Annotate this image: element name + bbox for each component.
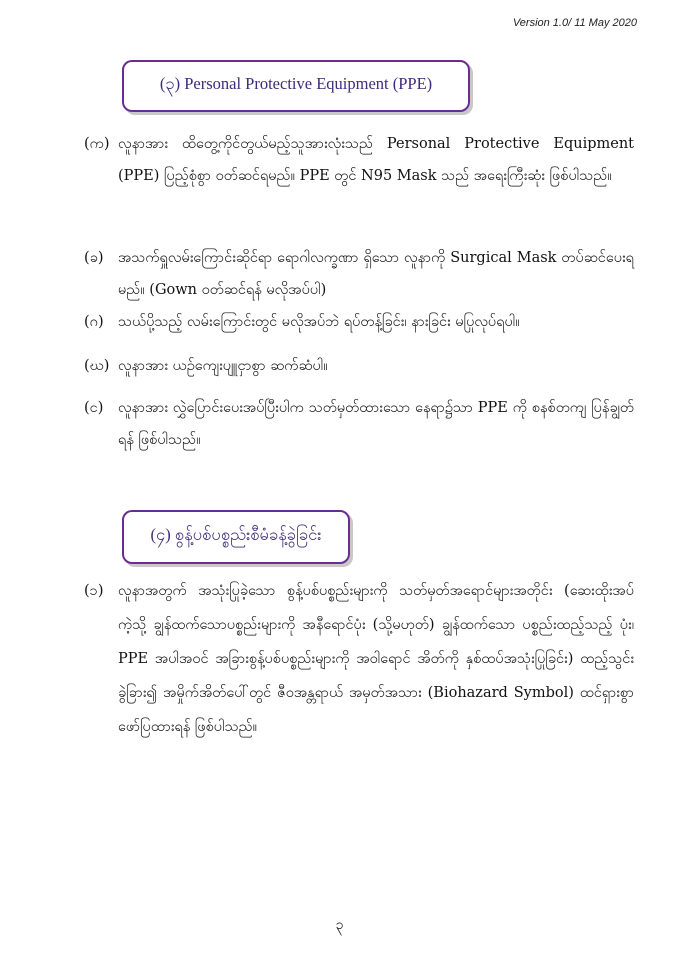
item-text: သယ်ပို့သည့် လမ်းကြောင်းတွင် မလိုအပ်ဘဲ ရပ်တန့်ခြင်း၊ နားခြင်း မပြုလုပ်ရပါ။	[118, 314, 520, 330]
item-text: လူနာအား ယဉ်ကျေးပျူငှာစွာ ဆက်ဆံပါ။	[118, 358, 328, 374]
list-item	[84, 128, 634, 192]
list-item	[84, 392, 634, 456]
list-item	[84, 306, 634, 338]
item-number: (ဃ)	[84, 358, 110, 374]
item-text: လူနာအတွက် အသုံးပြုခဲ့သော စွန့်ပစ်ပစ္စည်းများကို သတ်မှတ်အရောင်များအတိုင်း (ဆေးထိုးအပ်ကဲ့သို့ ချွန်ထက်သောပစ္စည်းများကို အနီရောင်ပုံး (သို့မဟုတ်) ချွန်ထက်သော ပစ္စည်းထည့်သည့် ပုံး၊ PPE အပါအဝင် အခြားစွန့်ပစ်ပစ္စည်းများကို အဝါရောင် အိတ်ကို နှစ်ထပ်အသုံးပြုခြင်း) ထည့်သွင်းခွဲခြား၍ အမှိုက်အိတ်ပေါ်တွင် ဇီဝအန္တရာယ် အမှတ်အသား (Biohazard Symbol) ထင်ရှားစွာ ဖော်ပြထားရန် ဖြစ်ပါသည်။	[118, 583, 634, 735]
section-3-title: (၃) Personal Protective Equipment (PPE)	[159, 74, 433, 93]
item-number: (က)	[84, 136, 110, 152]
list-item	[84, 574, 634, 744]
item-text: လူနာအား ထိတွေ့ကိုင်တွယ်မည့်သူအားလုံးသည် Personal Protective Equipment (PPE) ပြည့်စုံစွာ ဝတ်ဆင်ရမည်။ PPE တွင် N95 Mask သည် အရေးကြီးဆုံး ဖြစ်ပါသည်။	[118, 136, 634, 184]
item-number: (ခ)	[84, 250, 104, 266]
list-item	[84, 350, 634, 382]
item-text: လူနာအား လွှဲပြောင်းပေးအပ်ပြီးပါက သတ်မှတ်ထားသော နေရာ၌သာ PPE ကို စနစ်တကျ ပြန်ချွတ်ရန် ဖြစ်ပါသည်။	[118, 400, 634, 448]
item-number: (င)	[84, 400, 104, 416]
list-item	[84, 242, 634, 306]
item-number: (ဂ)	[84, 314, 104, 330]
section-3-title-box	[122, 60, 470, 112]
section-4-title: (၄) စွန့်ပစ်ပစ္စည်းစီမံခန့်ခွဲခြင်း	[150, 525, 322, 544]
item-text: အသက်ရှူလမ်းကြောင်းဆိုင်ရာ ရောဂါလက္ခဏာ ရှိသော လူနာကို Surgical Mask တပ်ဆင်ပေးရမည်။ (Gown ဝတ်ဆင်ရန် မလိုအပ်ပါ)	[118, 250, 634, 298]
page-number: ၃	[335, 917, 344, 933]
document-version: Version 1.0/ 11 May 2020	[512, 17, 637, 29]
item-number: (၁)	[84, 583, 104, 599]
section-4-title-box	[122, 510, 350, 564]
